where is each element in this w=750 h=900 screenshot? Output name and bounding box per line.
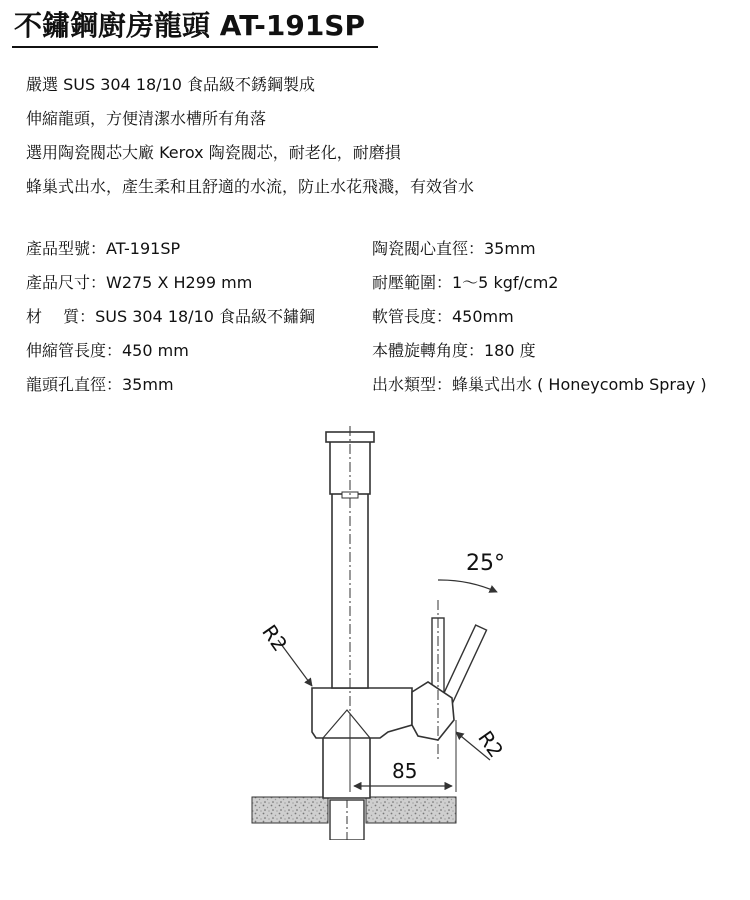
spec-size: 產品尺寸：W275 X H299 mm (26, 273, 253, 292)
feature-item: 選用陶瓷閥芯大廠 Kerox 陶瓷閥芯，耐老化，耐磨損 (26, 143, 401, 162)
feature-item: 蜂巢式出水，產生柔和且舒適的水流，防止水花飛濺，有效省水 (26, 177, 475, 196)
title-underline (12, 46, 378, 48)
spec-material: 材 質：SUS 304 18/10 食品級不鏽鋼 (26, 307, 316, 326)
spec-hose-length: 軟管長度：450mm (372, 307, 514, 326)
feature-item: 嚴選 SUS 304 18/10 食品級不銹鋼製成 (26, 75, 316, 94)
angle-label: 25° (466, 551, 505, 576)
spec-cartridge-diameter: 陶瓷閥心直徑：35mm (372, 239, 536, 258)
angle-arc (438, 580, 497, 592)
spec-hole-diameter: 龍頭孔直徑：35mm (26, 375, 174, 394)
feature-list (26, 68, 474, 204)
countertop-right (366, 797, 456, 823)
radius-label-left: R2 (257, 620, 293, 656)
spec-model: 產品型號：AT-191SP (26, 239, 181, 258)
faucet-base (323, 738, 370, 798)
faucet-drawing (230, 420, 530, 840)
spec-list-right (372, 232, 707, 402)
spec-pullout-length: 伸縮管長度：450 mm (26, 341, 189, 360)
page-title: 不鏽鋼廚房龍頭 AT-191SP (14, 9, 365, 42)
dimension-label: 85 (392, 759, 418, 783)
spec-pressure-range: 耐壓範圍：1～5 kgf/cm2 (372, 273, 559, 292)
spec-list-left (26, 232, 315, 402)
spec-spray-type: 出水類型：蜂巢式出水 ( Honeycomb Spray ) (372, 375, 707, 394)
spec-rotation-angle: 本體旋轉角度：180 度 (372, 341, 536, 360)
feature-item: 伸縮龍頭，方便清潔水槽所有角落 (26, 109, 267, 128)
countertop-left (252, 797, 328, 823)
radius-label-right: R2 (473, 726, 509, 762)
